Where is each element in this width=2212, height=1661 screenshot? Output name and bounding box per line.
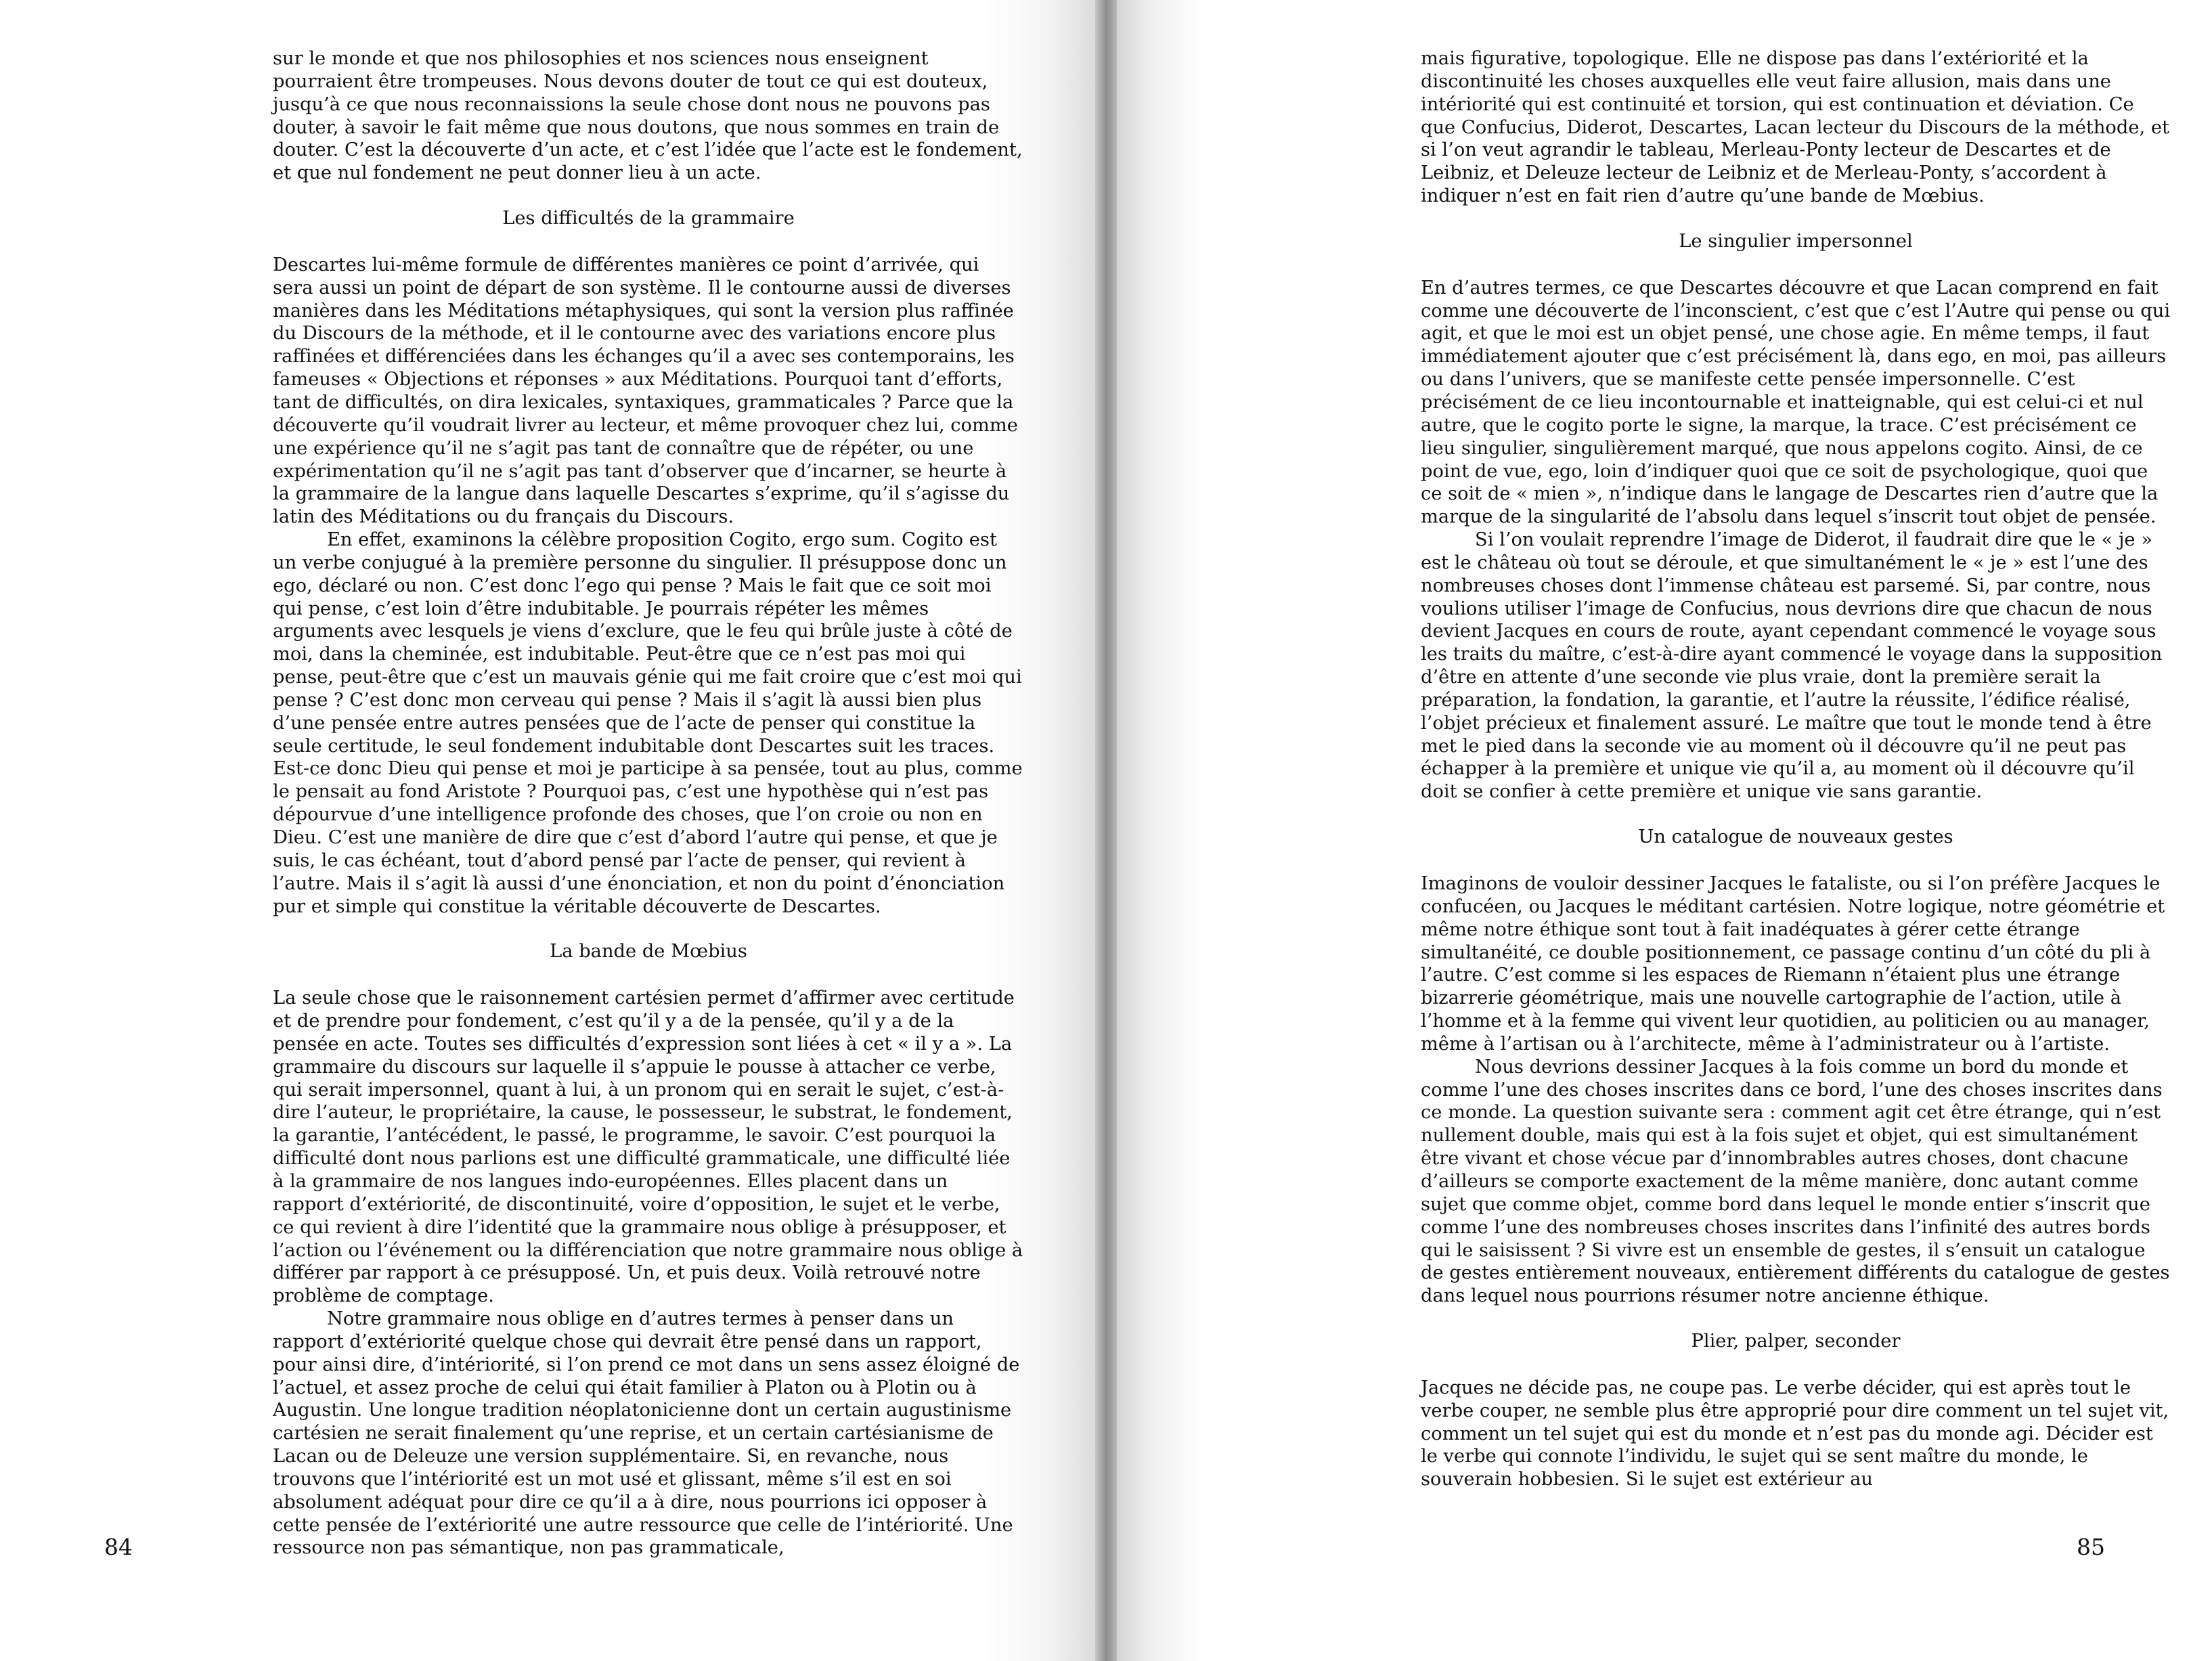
body-paragraph: Jacques ne décide pas, ne coupe pas. Le verbe décider, qui est après tout le verbe couper, ne semble plus être approprié pour dire comment un tel sujet vit, comment un tel sujet qui est du monde et n’est pas du monde agi. Décider est le verbe qui connote l’individu, le sujet qui se sent maître du monde, le souverain hobbesien. Si le sujet est extérieur au bbox=[1421, 1377, 2169, 1490]
body-paragraph: Si l’on voulait reprendre l’image de Diderot, il faudrait dire que le « je » est le château où tout se déroule, et que simultanément le « je » est l’une des nombreuses choses dont l’immense château est parsemé. Si, par contre, nous voulions utiliser l’image de Confucius, nous devrions dire que chacun de nous devient Jacques en cours de route, ayant cependant commencé le voyage sous les traits du maître, c’est-à-dire ayant commencé le voyage dans la supposition d’être en attente d’une seconde vie plus vraie, dont la première serait la préparation, la fondation, la garantie, et l’autre la réussite, l’édifice réalisé, l’objet précieux et finalement assuré. Le maître que tout le monde tend à être met le pied dans la seconde vie au moment où il découvre qu’il ne peut pas échapper à la première et unique vie qu’il a, au moment où il découvre qu’il doit se confier à cette première et unique vie sans garantie. bbox=[1421, 529, 2163, 803]
section-heading: Les difficultés de la grammaire bbox=[502, 208, 795, 229]
page-number-left: 84 bbox=[104, 1534, 133, 1560]
body-paragraph: Nous devrions dessiner Jacques à la fois comme un bord du monde et comme l’une des choses inscrites dans ce bord, l’une des choses inscrites dans ce monde. La question suivante sera : comment agit cet être étrange, qui n’est nullement double, mais qui est à la fois sujet et objet, qui est simultanément être vivant et chose vécue par d’innombrables autres choses, dont chacune d’ailleurs se comporte exactement de la même manière, donc autant comme sujet que comme objet, comme bord dans lequel le monde entier s’inscrit que comme l’une des nombreuses choses inscrites dans l’infinité des autres bords qui le saisissent ? Si vivre est un ensemble de gestes, il s’ensuit un catalogue de gestes entièrement nouveaux, entièrement différents du catalogue de gestes dans lequel nous pourrions résumer notre ancienne éthique. bbox=[1421, 1056, 2170, 1307]
body-paragraph: Descartes lui-même formule de différentes manières ce point d’arrivée, qui sera aussi un point de départ de son système. Il le contourne aussi de diverses manières dans les Méditations métaphysiques, qui sont la version plus raffinée du Discours de la méthode, et il le contourne avec des variations encore plus raffinées et différenciées dans les échanges qu’il a avec ses contemporains, les fameuses « Objections et réponses » aux Méditations. Pourquoi tant d’efforts, tant de difficultés, on dira lexicales, syntaxiques, grammaticales ? Parce que la découverte qu’il voudrait livrer au lecteur, et même provoquer chez lui, comme une expérience qu’il ne s’agit pas tant de connaître que de répéter, ou une expérimentation qu’il ne s’agit pas tant d’observer que d’incarner, se heurte à la grammaire de la langue dans laquelle Descartes s’exprime, qu’il s’agisse du latin des Méditations ou du français du Discours. bbox=[273, 254, 1018, 528]
right-text-block bbox=[1421, 47, 2171, 1491]
body-paragraph: En d’autres termes, ce que Descartes découvre et que Lacan comprend en fait comme une découverte de l’inconscient, c’est que c’est l’Autre qui pense ou qui agit, et que le moi est un objet pensé, une chose agie. En même temps, il faut immédiatement ajouter que c’est précisément là, dans ego, en moi, pas ailleurs ou dans l’univers, que se manifeste cette pensée impersonnelle. C’est précisément de ce lieu incontournable et inatteignable, qui est celui-ci et nul autre, que le cogito porte le signe, la marque, la trace. C’est précisément ce lieu singulier, singulièrement marqué, que nous appelons cogito. Ainsi, de ce point de vue, ego, loin d’indiquer quoi que ce soit de psychologique, quoi que ce soit de « mien », n’indique dans le langage de Descartes rien d’autre que la marque de la singularité de l’absolu dans lequel s’inscrit tout objet de pensée. bbox=[1421, 277, 2171, 528]
section-heading: Plier, palper, seconder bbox=[1691, 1331, 1901, 1352]
book-gutter bbox=[1095, 0, 1117, 1661]
section-heading: La bande de Mœbius bbox=[550, 941, 747, 962]
body-paragraph: En effet, examinons la célèbre proposition Cogito, ergo sum. Cogito est un verbe conjugué à la première personne du singulier. Il présuppose donc un ego, déclaré ou non. C’est donc l’ego qui pense ? Mais le fait que ce soit moi qui pense, c’est loin d’être indubitable. Je pourrais répéter les mêmes arguments avec lesquels je viens d’exclure, que le feu qui brûle juste à côté de moi, dans la cheminée, est indubitable. Peut-être que ce n’est pas moi qui pense, peut-être que c’est un mauvais génie qui me fait croire que c’est moi qui pense ? C’est donc mon cerveau qui pense ? Mais il s’agit là aussi bien plus d’une pensée entre autres pensées que de l’acte de penser qui constitue la seule certitude, le seul fondement indubitable dont Descartes suit les traces. Est-ce donc Dieu qui pense et moi je participe à sa pensée, tout au plus, comme le pensait au fond Aristote ? Pourquoi pas, c’est une hypothèse qui n’est pas dépourvue d’une intelligence profonde des choses, que l’on croie ou non en Dieu. C’est une manière de dire que c’est d’abord l’autre qui pense, et que je suis, le cas échéant, tout d’abord pensé par l’acte de penser, qui revient à l’autre. Mais il s’agit là aussi d’une énonciation, et non du point d’énonciation pur et simple qui constitue la véritable découverte de Descartes. bbox=[273, 529, 1023, 917]
section-heading: Le singulier impersonnel bbox=[1679, 230, 1913, 252]
body-paragraph: mais figurative, topologique. Elle ne dispose pas dans l’extériorité et la discontinuité les choses auxquelles elle veut faire allusion, mais dans une intériorité qui est continuité et torsion, qui est continuation et déviation. Ce que Confucius, Diderot, Descartes, Lacan lecteur du Discours de la méthode, et si l’on veut agrandir le tableau, Merleau-Ponty lecteur de Descartes et de Leibniz, et Deleuze lecteur de Leibniz et de Merleau-Ponty, s’accordent à indiquer n’est en fait rien d’autre qu’une bande de Mœbius. bbox=[1421, 48, 2169, 207]
body-paragraph: Imaginons de vouloir dessiner Jacques le fataliste, ou si l’on préfère Jacques le confucéen, ou Jacques le méditant cartésien. Notre logique, notre géométrie et même notre éthique sont tout à fait inadéquates à gérer cette étrange simultanéité, ce double positionnement, ce passage continu d’un côté du pli à l’autre. C’est comme si les espaces de Riemann n’étaient plus une étrange bizarrerie géométrique, mais une nouvelle cartographie de l’action, utile à l’homme et à la femme qui vivent leur quotidien, au politicien ou au manager, même à l’artisan ou à l’architecte, même à l’administrateur ou à l’artiste. bbox=[1421, 873, 2165, 1055]
left-page bbox=[0, 0, 1095, 1661]
section-heading: Un catalogue de nouveaux gestes bbox=[1638, 826, 1953, 848]
page-number-right: 85 bbox=[2077, 1534, 2105, 1560]
right-page bbox=[1117, 0, 2212, 1661]
body-paragraph: Notre grammaire nous oblige en d’autres termes à penser dans un rapport d’extériorité quelque chose qui devrait être pensé dans un rapport, pour ainsi dire, d’intériorité, si l’on prend ce mot dans un sens assez éloigné de l’actuel, et assez proche de celui qui était familier à Platon ou à Plotin ou à Augustin. Une longue tradition néoplatonicienne dont un certain augustinisme cartésien ne serait finalement qu’une reprise, et un certain cartésianisme de Lacan ou de Deleuze une version supplémentaire. Si, en revanche, nous trouvons que l’intériorité est un mot usé et glissant, même s’il est en soi absolument adéquat pour dire ce qu’il a à dire, nous pourrions ici opposer à cette pensée de l’extériorité une autre ressource que celle de l’intériorité. Une ressource non pas sémantique, non pas grammaticale, bbox=[273, 1308, 1020, 1559]
left-text-block bbox=[273, 47, 1024, 1559]
body-paragraph: La seule chose que le raisonnement cartésien permet d’affirmer avec certitude et de prendre pour fondement, c’est qu’il y a de la pensée, qu’il y a de la pensée en acte. Toutes ses difficultés d’expression sont liées à cet « il y a ». La grammaire du discours sur laquelle il s’appuie le pousse à attacher ce verbe, qui serait impersonnel, quant à lui, à un pronom qui en serait le sujet, c’est-à-dire l’auteur, le propriétaire, la cause, le possesseur, le substrat, le fondement, la garantie, l’antécédent, le passé, le programme, le savoir. C’est pourquoi la difficulté dont nous parlions est une difficulté grammaticale, une difficulté liée à la grammaire de nos langues indo-européennes. Elles placent dans un rapport d’extériorité, de discontinuité, voire d’opposition, le sujet et le verbe, ce qui revient à dire l’identité que la grammaire nous oblige à présupposer, et l’action ou l’événement ou la différenciation que notre grammaire nous oblige à différer par rapport à ce présupposé. Un, et puis deux. Voilà retrouvé notre problème de comptage. bbox=[273, 988, 1023, 1307]
body-paragraph: sur le monde et que nos philosophies et nos sciences nous enseignent pourraient être trompeuses. Nous devons douter de tout ce qui est douteux, jusqu’à ce que nous reconnaissions la seule chose dont nous ne pouvons pas douter, à savoir le fait même que nous doutons, que nous sommes en train de douter. C’est la découverte d’un acte, et c’est l’idée que l’acte est le fondement, et que nul fondement ne peut donner lieu à un acte. bbox=[273, 48, 1023, 184]
